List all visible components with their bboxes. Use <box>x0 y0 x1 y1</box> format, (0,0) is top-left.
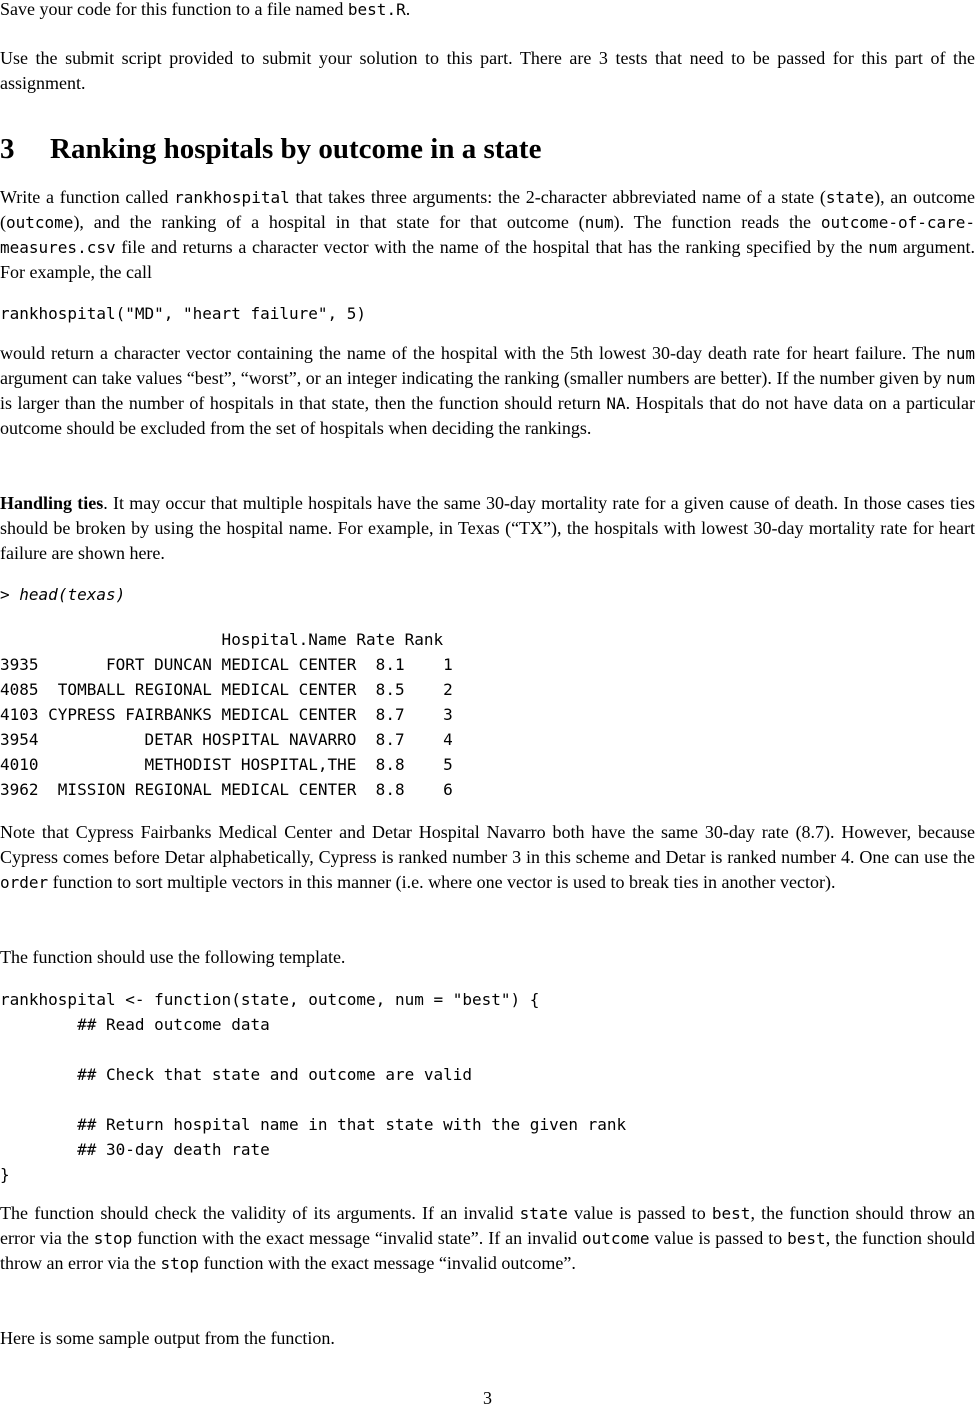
text: . Hospitals that do not have data on a particular outcome should be excluded from the set of hospitals when deciding the rankings. <box>0 393 975 438</box>
console-command <box>0 582 975 607</box>
sample-output-intro <box>0 1326 975 1351</box>
text: value is passed to <box>649 1228 788 1248</box>
sample-intro-text: Here is some sample output from the function. <box>0 1328 335 1348</box>
text: would return a character vector containing the name of the hospital with the 5th lowest 30-day death rate for heart failure. The <box>0 343 947 363</box>
text: , the function should throw an error via the <box>0 1203 975 1248</box>
inline-code: state <box>519 1204 568 1223</box>
description-paragraph <box>0 185 975 285</box>
inline-code: rankhospital <box>174 188 290 207</box>
text: value is passed to <box>567 1203 712 1223</box>
inline-code: best <box>787 1229 826 1248</box>
text: function with the exact message “invalid state”. If an invalid <box>132 1228 583 1248</box>
inline-code: num <box>868 238 898 257</box>
text: is larger than the number of hospitals in that state, then the function should return <box>0 393 607 413</box>
save-instruction <box>0 0 975 22</box>
submit-paragraph <box>0 46 975 96</box>
handling-ties-paragraph <box>0 491 975 566</box>
text: . It may occur that multiple hospitals have the same 30-day mortality rate for a given cause of death. In those cases ties should be broken by using the hospital name. For example, in Texas (“TX”), the hospitals with lowest 30-day mortality rate for heart failure are shown here. <box>0 493 975 563</box>
text: ), an outcome ( <box>0 187 975 232</box>
page-number: 3 <box>483 1388 492 1408</box>
section-number: 3 <box>0 133 15 165</box>
inline-code: num <box>946 344 975 363</box>
template-code <box>0 987 975 1187</box>
console-prompt: > <box>0 585 10 604</box>
inline-code: stop <box>93 1229 133 1248</box>
text: Save your code for this function to a file named <box>0 0 348 19</box>
text: function to sort multiple vectors in this manner (i.e. where one vector is used to break ties in another vector). <box>48 872 836 892</box>
text: function with the exact message “invalid outcome”. <box>198 1253 576 1273</box>
code-block: rankhospital("MD", "heart failure", 5) <box>0 304 367 323</box>
text: . <box>405 0 411 19</box>
inline-code: NA <box>606 394 626 413</box>
section-heading <box>0 131 975 167</box>
template-intro-text: The function should use the following template. <box>0 947 346 967</box>
console-output <box>0 627 975 802</box>
console-output-table: Hospital.Name Rate Rank 3935 FORT DUNCAN MEDICAL CENTER 8.1 1 4085 TOMBALL REGIONAL MEDICAL CENTER 8.5 2 4103 CYPRESS FAIRBANKS MEDICAL CENTER 8.7 3 3954 DETAR HOSPITAL NAVARRO 8.7 4 4010 METHODIST HOSPITAL,THE 8.8 5 3962 MISSION REGIONAL MEDICAL CENTER 8.8 6 <box>0 630 453 799</box>
text: ). The function reads the <box>613 212 821 232</box>
text: file and returns a character vector with the name of the hospital that has the ranking specified by the <box>115 237 869 257</box>
inline-code: num <box>584 213 614 232</box>
inline-code: num <box>946 369 975 388</box>
example-call-code <box>0 301 975 326</box>
inline-code: stop <box>160 1254 199 1273</box>
text: Note that Cypress Fairbanks Medical Center and Detar Hospital Navarro both have the same 30-day rate (8.7). However, because Cypress comes before Detar alphabetically, Cypress is ranked number 3 in this scheme and Detar is ranked number 4. One can use the <box>0 822 975 867</box>
text: Write a function called <box>0 187 175 207</box>
tie-explanation-paragraph <box>0 820 975 895</box>
inline-code: outcome <box>6 213 74 232</box>
submit-text: Use the submit script provided to submit your solution to this part. There are 3 tests that need to be passed for this part of the assignment. <box>0 48 975 93</box>
validation-paragraph <box>0 1201 975 1276</box>
text: argument can take values “best”, “worst”, or an integer indicating the ranking (smaller numbers are better). If the number given by <box>0 368 947 388</box>
inline-code: order <box>0 873 49 892</box>
text: ), and the ranking of a hospital in that state for that outcome ( <box>73 212 585 232</box>
text: that takes three arguments: the 2-character abbreviated name of a state ( <box>289 187 826 207</box>
text: , the function should throw an error via the <box>0 1228 975 1273</box>
section-title: Ranking hospitals by outcome in a state <box>50 133 542 165</box>
text: The function should check the validity of its arguments. If an invalid <box>0 1203 520 1223</box>
inline-code: state <box>825 188 875 207</box>
filename-code: best.R <box>347 0 406 19</box>
return-description-paragraph <box>0 341 975 441</box>
inline-code: outcome <box>582 1229 650 1248</box>
inline-code: best <box>711 1204 751 1223</box>
code-block: rankhospital <- function(state, outcome, num = "best") { ## Read outcome data ## Check that state and outcome are valid ## Return hospital name in that state with the given rank ## 30-day death rate } <box>0 990 627 1184</box>
inline-code: outcome-of-care-measures.csv <box>0 213 975 257</box>
console-command-text: head(texas) <box>19 585 126 604</box>
text: argument. For example, the call <box>0 237 975 282</box>
template-intro <box>0 945 975 970</box>
ties-heading: Handling ties <box>0 493 104 513</box>
